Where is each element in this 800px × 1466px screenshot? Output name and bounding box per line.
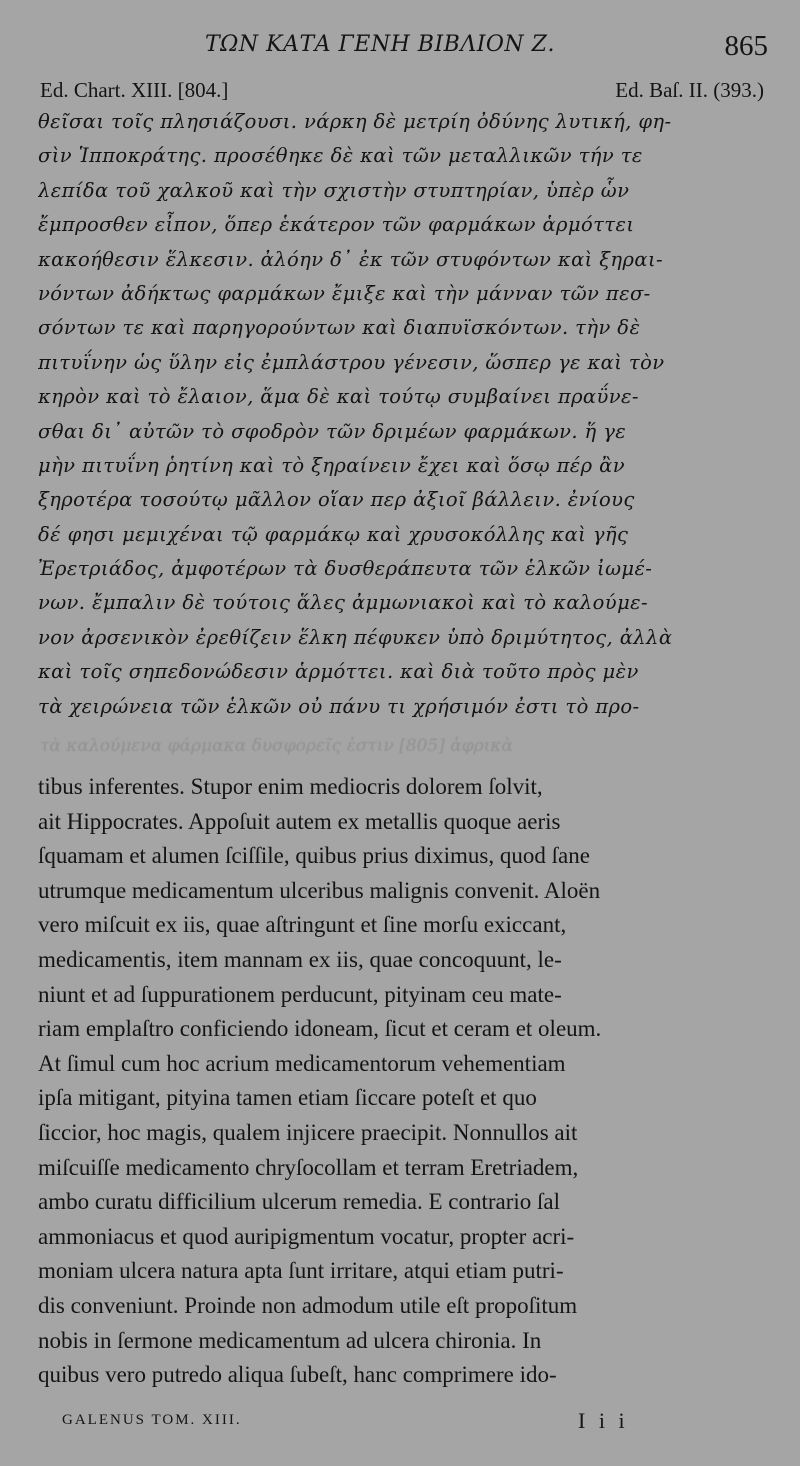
latin-text-line: dis conveniunt. Proinde non admodum utile eſt propoſitum — [38, 1292, 578, 1318]
latin-text-line: ammoniacus et quod auripigmentum vocatur, propter acri- — [38, 1223, 575, 1249]
latin-text-line: ſiccior, hoc magis, qualem injicere praecipit. Nonnullos ait — [38, 1119, 578, 1145]
greek-text-line: κηρὸν καὶ τὸ ἔλαιον, ἅμα δὲ καὶ τούτῳ συμβαίνει πραΰνε- — [38, 385, 639, 409]
latin-text-line: quibus vero putredo aliqua ſubeſt, hanc comprimere ido- — [38, 1362, 557, 1388]
greek-text-line: καὶ τοῖς σηπεδονώδεσιν ἁρμόττει. καὶ διὰ τοῦτο πρὸς μὲν — [38, 660, 639, 684]
page-footer — [0, 1408, 800, 1438]
latin-text-line: ſquamam et alumen ſciſſile, quibus prius diximus, quod ſane — [38, 843, 590, 869]
latin-text-line: riam emplaſtro conficiendo idoneam, ſicut et ceram et oleum. — [38, 1016, 602, 1042]
sheet-mark: I i i — [578, 1408, 629, 1433]
signature-line: GALENUS TOM. XIII. — [62, 1412, 242, 1428]
latin-text-line: utrumque medicamentum ulceribus malignis convenit. Aloën — [38, 877, 601, 903]
greek-text-block — [38, 105, 764, 724]
greek-text-line: λεπίδα τοῦ χαλκοῦ καὶ τὴν σχιστὴν στυπτηρίαν, ὑπὲρ ὧν — [38, 178, 630, 202]
edition-reference-row — [40, 78, 764, 106]
greek-text-line: μὴν πιτυΐνη ῥητίνη καὶ τὸ ξηραίνειν ἔχει καὶ ὅσῳ πέρ ἂν — [38, 453, 625, 477]
greek-text-line: νον ἀρσενικὸν ἐρεθίζειν ἕλκη πέφυκεν ὑπὸ δριμύτητος, ἀλλὰ — [38, 625, 673, 649]
greek-text-line: σὶν Ἱπποκράτης. προσέθηκε δὲ καὶ τῶν μεταλλικῶν τήν τε — [38, 144, 643, 168]
greek-text-line: σόντων τε καὶ παρηγορούντων καὶ διαπυϊσκόντων. τὴν δὲ — [38, 316, 641, 340]
edition-reference-chart: Ed. Chart. XIII. [804.] — [40, 78, 229, 102]
greek-text-line: δέ φησι μεμιχέναι τῷ φαρμάκῳ καὶ χρυσοκόλλης καὶ γῆς — [38, 522, 629, 546]
latin-text-line: tibus inferentes. Stupor enim mediocris dolorem ſolvit, — [38, 774, 543, 799]
latin-text-line: niunt et ad ſuppurationem perducunt, pityinam ceu mate- — [38, 981, 562, 1007]
greek-text-line: πιτυΐνην ὡς ὕλην εἰς ἐμπλάστρου γένεσιν, ὥσπερ γε καὶ τὸν — [38, 350, 665, 374]
greek-text-line: σθαι δι᾽ αὐτῶν τὸ σφοδρὸν τῶν δριμέων φαρμάκων. ἥ γε — [38, 419, 627, 443]
running-title: ΤΩΝ ΚΑΤΑ ΓΕΝΗ ΒΙΒΛΙΟΝ Ζ. — [205, 32, 555, 57]
greek-text-line: κακοήθεσιν ἕλκεσιν. ἀλόην δ᾽ ἐκ τῶν στυφόντων καὶ ξηραι- — [38, 247, 663, 271]
greek-text-line: θεῖσαι τοῖς πλησιάζουσι. νάρκη δὲ μετρίη ὀδύνης λυτική, φη- — [38, 110, 672, 133]
latin-text-line: ambo curatu difficilium ulcerum remedia. E contrario ſal — [38, 1189, 560, 1215]
greek-text-line: νόντων ἀδήκτως φαρμάκων ἔμιξε καὶ τὴν μάνναν τῶν πεσ- — [38, 281, 651, 305]
greek-text-line: τὰ χειρώνεια τῶν ἑλκῶν οὐ πάνυ τι χρήσιμόν ἐστι τὸ προ- — [38, 694, 640, 718]
latin-text-line: ipſa mitigant, pityina tamen etiam ſiccare poteſt et quo — [38, 1085, 537, 1111]
greek-text-line: ξηροτέρα τοσούτῳ μᾶλλον οἵαν περ ἀξιοῖ βάλλειν. ἐνίους — [38, 488, 635, 512]
page-header — [0, 30, 800, 70]
latin-text-line: nobis in ſermone medicamentum ad ulcera chironia. In — [38, 1327, 542, 1353]
greek-text-line: ἔμπροσθεν εἶπον, ὅπερ ἑκάτερον τῶν φαρμάκων ἁρμόττει — [38, 213, 635, 237]
bleed-through-text: τὰ καλούμενα φάρμακα δυσφορεῖς ἐστιν [805] ἀφρικὰ — [40, 736, 513, 756]
latin-text-line: miſcuiſſe medicamento chryſocollam et terram Eretriadem, — [38, 1154, 579, 1180]
latin-text-line: medicamentis, item mannam ex iis, quae concoquunt, le- — [38, 946, 562, 972]
latin-text-line: At ſimul cum hoc acrium medicamentorum vehementiam — [38, 1050, 566, 1076]
greek-text-line: Ἐρετριάδος, ἀμφοτέρων τὰ δυσθεράπευτα τῶν ἑλκῶν ἰωμέ- — [38, 557, 653, 581]
latin-text-line: moniam ulcera natura apta ſunt irritare, atqui etiam putri- — [38, 1258, 564, 1284]
greek-text-line: νων. ἔμπαλιν δὲ τούτοις ἅλες ἀμμωνιακοὶ καὶ τὸ καλούμε- — [38, 591, 648, 615]
latin-text-block — [38, 770, 764, 1393]
latin-text-line: ait Hippocrates. Appoſuit autem ex metallis quoque aeris — [38, 808, 561, 834]
latin-text-line: vero miſcuit ex iis, quae aſtringunt et ſine morſu exiccant, — [38, 912, 567, 938]
edition-reference-basel: Ed. Baſ. II. (393.) — [615, 78, 764, 102]
page-number: 865 — [724, 30, 768, 62]
